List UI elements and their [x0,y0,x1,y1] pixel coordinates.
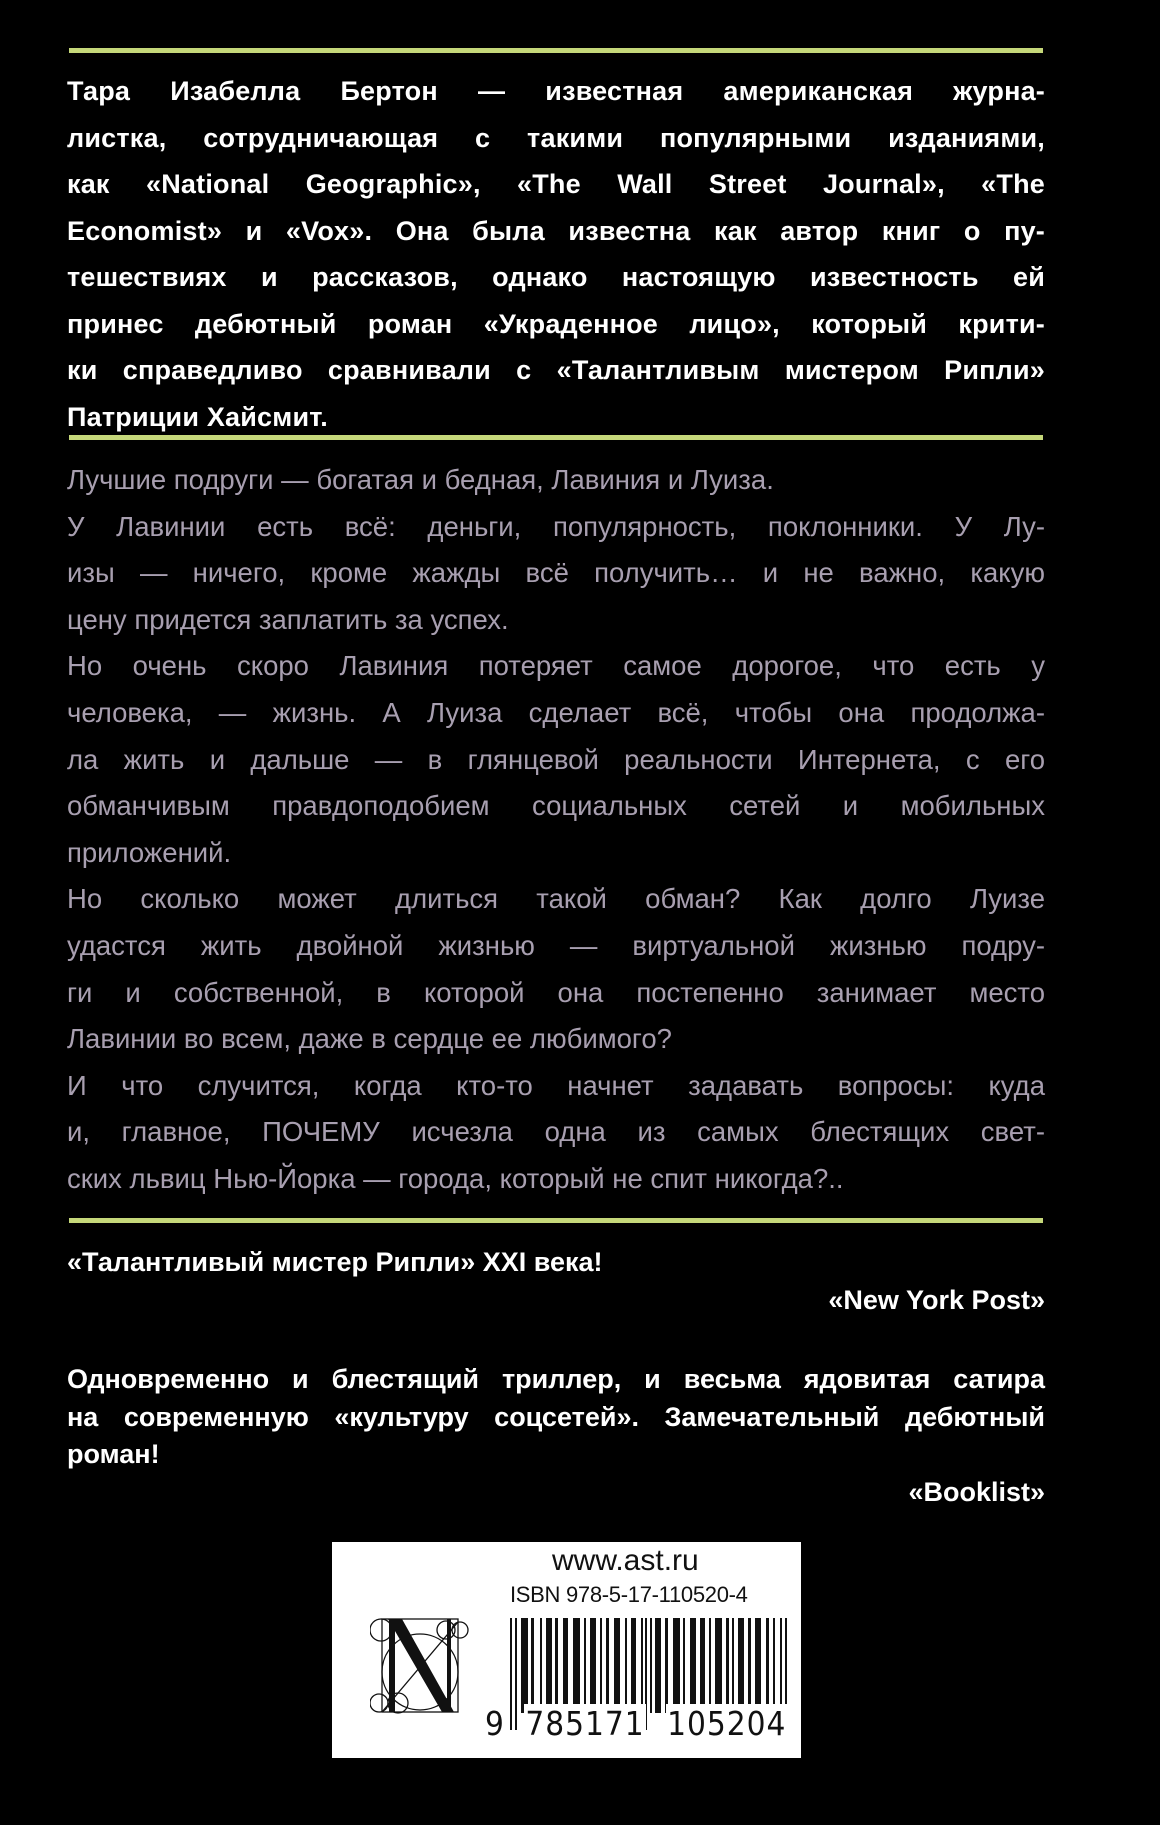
description-line: приложений. [67,836,232,868]
description-line: ских львиц Нью-Йорка — города, который не спит никогда?.. [67,1162,844,1194]
author-bio [67,68,1045,440]
barcode-digit-group: 105204 [667,1704,787,1743]
description-line: Лавинии во всем, даже в сердце ее любимого? [67,1023,672,1055]
bio-line: ки справедливо сравнивали с «Талантливым мистером Рипли» [67,355,1045,385]
review-quotes [67,1244,1045,1511]
description-line: удастся жить двойной жизнью — виртуальной жизнью подру- [67,929,1045,961]
review-quote [67,1244,1045,1319]
barcode-label [332,1542,801,1758]
divider-top [69,48,1043,53]
quote-text: роман! [67,1439,160,1469]
description-line: цену придется заплатить за успех. [67,603,509,635]
bio-line: Тара Изабелла Бертон — известная американская журна- [67,76,1045,106]
quote-text: на современную «культуру соцсетей». Замечательный дебютный [67,1401,1045,1432]
quote-source: «Booklist» [908,1476,1045,1507]
bio-line: как «National Geographic», «The Wall Street Journal», «The [67,169,1045,199]
review-quote [67,1361,1045,1511]
publisher-n-monogram-icon [370,1617,470,1717]
bio-line: принес дебютный роман «Украденное лицо», который крити- [67,308,1045,339]
isbn-text: ISBN 978-5-17-110520-4 [510,1582,748,1607]
description-line: обманчивым правдоподобием социальных сетей и мобильных [67,790,1045,822]
publisher-url: www.ast.ru [552,1544,699,1577]
description-line: и, главное, ПОЧЕМУ исчезла одна из самых блестящих свет- [67,1116,1045,1148]
description-line: изы — ничего, кроме жажды всё получить… и не важно, какую [67,557,1045,589]
book-description [67,457,1045,1203]
quote-source: «New York Post» [828,1284,1045,1315]
divider-middle [69,435,1043,440]
description-line: Лучшие подруги — богатая и бедная, Лавиния и Луиза. [67,464,774,495]
description-line: человека, — жизнь. А Луиза сделает всё, чтобы она продолжа- [67,696,1045,728]
barcode-digit-group: 9 [485,1704,505,1743]
bio-line: тешествиях и рассказов, однако настоящую известность ей [67,262,1045,292]
barcode-digit-group: 785171 [525,1704,645,1743]
description-line: ги и собственной, в которой она постепенно занимает место [67,976,1045,1008]
barcode-digits [484,1704,787,1743]
description-line: ла жить и дальше — в глянцевой реальности Интернета, с его [67,743,1045,775]
description-line: Но сколько может длиться такой обман? Как долго Луизе [67,883,1045,915]
quote-text: «Талантливый мистер Рипли» XXI века! [67,1247,603,1277]
description-line: И что случится, когда кто-то начнет задавать вопросы: куда [67,1069,1045,1101]
bio-line: листка, сотрудничающая с такими популярными изданиями, [67,122,1045,153]
bio-line: Economist» и «Vox». Она была известна как автор книг о пу- [67,215,1045,246]
description-line: У Лавинии есть всё: деньги, популярность, поклонники. У Лу- [67,510,1045,542]
divider-bottom [69,1218,1043,1223]
bio-line: Патриции Хайсмит. [67,401,328,432]
description-line: Но очень скоро Лавиния потеряет самое дорогое, что есть у [67,650,1045,682]
quote-text: Одновременно и блестящий триллер, и весьма ядовитая сатира [67,1364,1045,1394]
